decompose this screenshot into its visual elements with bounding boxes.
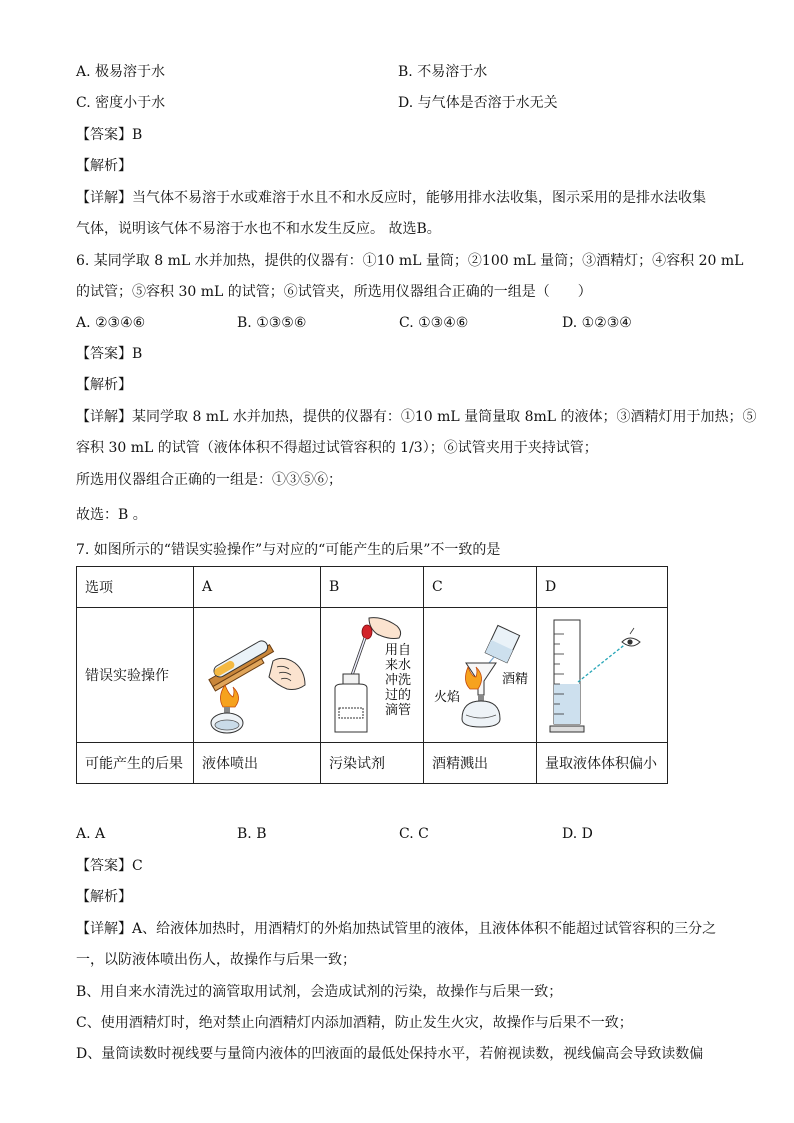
figure-c-cell — [424, 608, 537, 743]
q5-detail-line: 气体，说明该气体不易溶于水也不和水发生反应。 故选B。 — [76, 221, 441, 237]
table-header-row — [77, 567, 668, 608]
q6-answer: 【答案】B — [76, 346, 143, 362]
q7-detail-line: 【详解】A、给液体加热时，用酒精灯的外焰加热试管里的液体，且液体体积不能超过试管容积的三分之 — [76, 921, 717, 937]
adding-alcohol-figure — [432, 615, 528, 735]
q6-option-b: B. ①③⑤⑥ — [237, 315, 307, 331]
result-cell-d: 量取液体体积偏小 — [537, 743, 668, 784]
figure-b-text-3: 冲洗 — [385, 673, 412, 688]
q6-stem-line: 的试管；⑤容积 30 mL 的试管；⑥试管夹，所选用仪器组合正确的一组是（ ） — [76, 284, 592, 300]
figure-b-text-5: 滴管 — [385, 703, 412, 718]
result-cell-a: 液体喷出 — [194, 743, 321, 784]
q7-detail-line: 一，以防液体喷出伤人，故操作与后果一致； — [76, 952, 356, 968]
q7-detail-line: B、用自来水清洗过的滴管取用试剂，会造成试剂的污染，故操作与后果一致； — [76, 984, 563, 1000]
q7-detail-line: D、量筒读数时视线要与量筒内液体的凹液面的最低处保持水平，若俯视读数，视线偏高会导致读数偏 — [76, 1046, 704, 1062]
q7-detail-line: C、使用酒精灯时，绝对禁止向酒精灯内添加酒精，防止发生火灾，故操作与后果不一致； — [76, 1015, 633, 1031]
table-figure-row — [77, 608, 668, 743]
figure-c-alcohol-label: 酒精 — [502, 672, 528, 687]
header-cell-option: 选项 — [77, 567, 194, 608]
dropper-figure — [329, 614, 415, 736]
heating-test-tube-figure — [203, 615, 311, 735]
q6-analysis-heading: 【解析】 — [76, 377, 132, 393]
q5-detail-line: 【详解】当气体不易溶于水或难溶于水且不和水反应时，能够用排水法收集，图示采用的是排水法收集 — [76, 190, 706, 206]
row-label-result: 可能产生的后果 — [77, 743, 194, 784]
q6-detail-line: 所选用仪器组合正确的一组是：①③⑤⑥； — [76, 472, 342, 488]
result-cell-b: 污染试剂 — [321, 743, 424, 784]
header-cell-d: D — [537, 567, 668, 608]
figure-b-text-2: 来水 — [385, 658, 412, 673]
header-cell-c: C — [424, 567, 537, 608]
q5-option-c: C. 密度小于水 — [76, 95, 166, 111]
q5-option-b: B. 不易溶于水 — [398, 64, 488, 80]
row-label-operation: 错误实验操作 — [77, 608, 194, 743]
table-result-row — [77, 743, 668, 784]
measuring-cylinder-figure — [548, 614, 656, 736]
q7-table — [76, 566, 668, 784]
figure-d-cell — [537, 608, 668, 743]
header-cell-b: B — [321, 567, 424, 608]
figure-b-cell — [321, 608, 424, 743]
q6-detail-line: 故选：B 。 — [76, 507, 147, 523]
q7-option-a: A. A — [76, 826, 106, 842]
q6-detail-line: 容积 30 mL 的试管（液体体积不得超过试管容积的 1/3）；⑥试管夹用于夹持试管； — [76, 440, 598, 456]
q6-detail-line: 【详解】某同学取 8 mL 水并加热，提供的仪器有：①10 mL 量筒量取 8mL 的液体；③酒精灯用于加热；⑤ — [76, 409, 757, 425]
q6-option-c: C. ①③④⑥ — [399, 315, 469, 331]
q7-option-d: D. D — [562, 826, 593, 842]
q5-answer: 【答案】B — [76, 127, 143, 143]
figure-a-cell — [194, 608, 321, 743]
q7-analysis-heading: 【解析】 — [76, 889, 132, 905]
q7-option-c: C. C — [399, 826, 429, 842]
q5-analysis-heading: 【解析】 — [76, 158, 132, 174]
header-cell-a: A — [194, 567, 321, 608]
q7-option-b: B. B — [237, 826, 267, 842]
figure-b-text-1: 用自 — [385, 643, 412, 658]
figure-c-fire-label: 火焰 — [434, 690, 461, 705]
q7-stem: 7. 如图所示的“错误实验操作”与对应的“可能产生的后果”不一致的是 — [76, 542, 501, 558]
q6-stem-line: 6. 某同学取 8 mL 水并加热，提供的仪器有：①10 mL 量筒；②100 mL 量筒；③酒精灯；④容积 20 mL — [76, 253, 744, 269]
q6-option-d: D. ①②③④ — [562, 315, 632, 331]
q5-option-d: D. 与气体是否溶于水无关 — [398, 95, 558, 111]
figure-b-text-4: 过的 — [385, 688, 412, 703]
q6-option-a: A. ②③④⑥ — [76, 315, 146, 331]
q7-answer: 【答案】C — [76, 858, 143, 874]
q5-option-a: A. 极易溶于水 — [76, 64, 166, 80]
result-cell-c: 酒精溅出 — [424, 743, 537, 784]
